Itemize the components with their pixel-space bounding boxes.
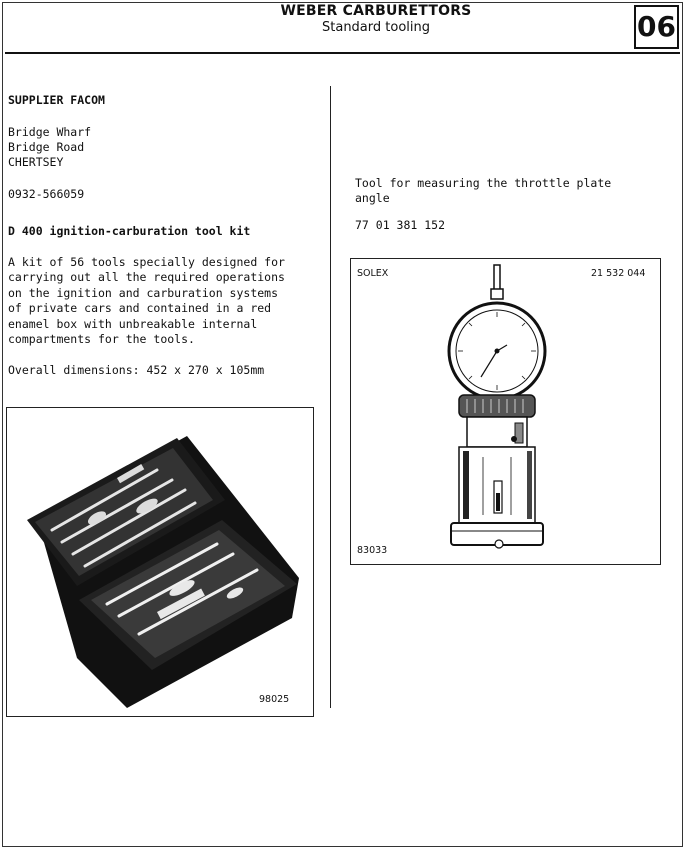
supplier-address-line-3: CHERTSEY — [8, 155, 64, 169]
figure-brand-label: SOLEX — [357, 268, 389, 279]
kit-description-line-4: of private cars and contained in a red — [8, 301, 272, 315]
supplier-address-line-2: Bridge Road — [8, 140, 85, 154]
tool-part-number: 77 01 381 152 — [355, 218, 446, 232]
page-title: WEBER CARBURETTORS — [280, 3, 472, 19]
kit-dimensions: Overall dimensions: 452 x 270 x 105mm — [8, 363, 265, 377]
page-subtitle: Standard tooling — [322, 20, 430, 35]
kit-description-line-3: on the ignition and carburation systems — [8, 286, 279, 300]
throttle-angle-gauge-illustration — [351, 259, 660, 564]
column-divider — [330, 86, 331, 708]
supplier-address-line-1: Bridge Wharf — [8, 125, 92, 139]
kit-description-line-6: compartments for the tools. — [8, 332, 195, 346]
header-rule — [5, 52, 680, 54]
kit-description-line-1: A kit of 56 tools specially designed for — [8, 255, 285, 269]
kit-figure-ref: 98025 — [259, 694, 290, 705]
supplier-title: SUPPLIER FACOM — [8, 93, 105, 107]
tool-kit-figure — [6, 407, 314, 717]
kit-title: D 400 ignition-carburation tool kit — [8, 224, 251, 238]
supplier-phone: 0932-566059 — [8, 187, 85, 201]
chapter-number-badge: 06 — [634, 5, 679, 49]
kit-description-line-5: enamel box with unbreakable internal — [8, 317, 258, 331]
throttle-gauge-figure — [350, 258, 661, 565]
kit-description-line-2: carrying out all the required operations — [8, 270, 285, 284]
tool-kit-box-illustration — [7, 408, 313, 716]
tool-description-line-2: angle — [355, 191, 390, 205]
tool-description-line-1: Tool for measuring the throttle plate — [355, 176, 612, 190]
figure-part-code: 21 532 044 — [591, 268, 646, 279]
gauge-figure-ref: 83033 — [357, 545, 388, 556]
